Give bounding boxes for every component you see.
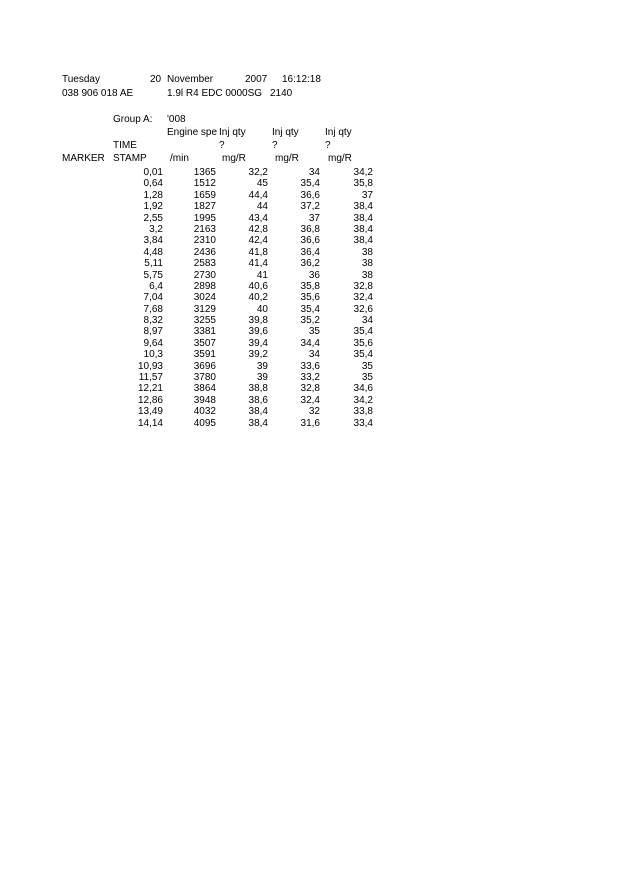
cell-engine-speed: 3864	[193, 383, 216, 395]
cell-inj-qty-2: 35,4	[300, 303, 320, 315]
table-row	[0, 292, 620, 303]
cell-engine-speed: 3780	[193, 372, 216, 384]
cell-inj-qty-3: 34	[361, 315, 373, 327]
cell-inj-qty-3: 32,8	[353, 280, 373, 292]
cell-inj-qty-1: 41,4	[248, 258, 268, 270]
cell-inj-qty-2: 34	[308, 349, 320, 361]
cell-inj-qty-3: 34,2	[353, 394, 373, 406]
cell-inj-qty-3: 33,8	[353, 406, 373, 418]
cell-engine-speed: 3507	[193, 337, 216, 349]
col-rpm-title: Engine spe	[167, 127, 218, 138]
group-value: '008	[167, 114, 186, 125]
col-q1-sub: ?	[219, 140, 225, 151]
cell-engine-speed: 3696	[193, 360, 216, 372]
cell-inj-qty-3: 35,4	[353, 326, 373, 338]
cell-inj-qty-2: 36,2	[300, 258, 320, 270]
cell-engine-speed: 4032	[193, 406, 216, 418]
table-row	[0, 178, 620, 189]
col-time-sub: STAMP	[113, 153, 147, 164]
cell-engine-speed: 2730	[193, 269, 216, 281]
cell-inj-qty-2: 36,6	[300, 189, 320, 201]
table-row	[0, 406, 620, 417]
table-row	[0, 167, 620, 178]
table-row	[0, 235, 620, 246]
cell-time-stamp: 10,93	[137, 360, 163, 372]
cell-inj-qty-1: 38,4	[248, 406, 268, 418]
cell-inj-qty-3: 32,6	[353, 303, 373, 315]
cell-inj-qty-1: 38,8	[248, 383, 268, 395]
table-row	[0, 190, 620, 201]
table-row	[0, 247, 620, 258]
cell-time-stamp: 12,21	[137, 383, 163, 395]
cell-engine-speed: 3948	[193, 394, 216, 406]
cell-engine-speed: 3381	[193, 326, 216, 338]
cell-inj-qty-1: 38,4	[248, 417, 268, 429]
col-time-title: TIME	[113, 140, 137, 151]
col-q1-unit: mg/R	[222, 153, 246, 164]
header-month: November	[167, 74, 214, 85]
cell-inj-qty-3: 35,4	[353, 349, 373, 361]
cell-inj-qty-2: 34,4	[300, 337, 320, 349]
cell-time-stamp: 12,86	[137, 394, 163, 406]
cell-inj-qty-2: 35,2	[300, 315, 320, 327]
cell-engine-speed: 1659	[193, 189, 216, 201]
col-q3-unit: mg/R	[328, 153, 352, 164]
cell-engine-speed: 2436	[193, 246, 216, 258]
cell-inj-qty-1: 39,4	[248, 337, 268, 349]
cell-inj-qty-2: 37,2	[300, 201, 320, 213]
cell-inj-qty-1: 41	[256, 269, 268, 281]
col-q3-title: Inj qty	[325, 127, 352, 138]
col-q3-sub: ?	[325, 140, 331, 151]
cell-engine-speed: 2310	[193, 235, 216, 247]
cell-engine-speed: 1995	[193, 212, 216, 224]
cell-time-stamp: 9,64	[143, 337, 163, 349]
header-day: Tuesday	[62, 74, 100, 85]
cell-inj-qty-1: 44,4	[248, 189, 268, 201]
cell-time-stamp: 8,97	[143, 326, 163, 338]
cell-inj-qty-2: 33,2	[300, 372, 320, 384]
cell-time-stamp: 5,11	[144, 258, 163, 270]
cell-engine-speed: 2898	[193, 280, 216, 292]
cell-inj-qty-2: 33,6	[300, 360, 320, 372]
cell-inj-qty-1: 39,8	[248, 315, 268, 327]
cell-time-stamp: 8,32	[143, 315, 163, 327]
cell-engine-speed: 4095	[193, 417, 216, 429]
header-time: 16:12:18	[282, 74, 321, 85]
cell-engine-speed: 3591	[193, 349, 216, 361]
col-rpm-unit: /min	[170, 153, 189, 164]
cell-inj-qty-2: 37	[308, 212, 320, 224]
cell-inj-qty-3: 34,6	[353, 383, 373, 395]
cell-inj-qty-3: 35,8	[353, 178, 373, 190]
cell-time-stamp: 14,14	[137, 417, 163, 429]
cell-time-stamp: 0,01	[143, 167, 163, 178]
cell-inj-qty-3: 38,4	[353, 223, 373, 235]
cell-time-stamp: 10,3	[143, 349, 163, 361]
cell-inj-qty-3: 38,4	[353, 235, 373, 247]
cell-inj-qty-3: 34,2	[353, 167, 373, 178]
cell-inj-qty-2: 35,8	[300, 280, 320, 292]
cell-inj-qty-2: 36,6	[300, 235, 320, 247]
cell-inj-qty-3: 37	[361, 189, 373, 201]
table-row	[0, 201, 620, 212]
header-code: 2140	[270, 88, 293, 99]
cell-inj-qty-3: 38	[361, 246, 373, 258]
cell-engine-speed: 1512	[193, 178, 216, 190]
cell-inj-qty-1: 39,6	[248, 326, 268, 338]
cell-time-stamp: 0,64	[143, 178, 163, 190]
cell-inj-qty-3: 38	[361, 269, 373, 281]
cell-engine-speed: 3129	[193, 303, 216, 315]
table-row	[0, 418, 620, 429]
table-row	[0, 395, 620, 406]
cell-inj-qty-3: 32,4	[353, 292, 373, 304]
cell-inj-qty-2: 36	[308, 269, 320, 281]
cell-inj-qty-1: 32,2	[248, 167, 268, 178]
header-year: 2007	[245, 74, 268, 85]
cell-engine-speed: 2583	[193, 258, 216, 270]
table-row	[0, 338, 620, 349]
cell-engine-speed: 1365	[193, 167, 216, 178]
cell-inj-qty-2: 32,4	[300, 394, 320, 406]
cell-inj-qty-3: 35	[361, 372, 373, 384]
cell-time-stamp: 3,84	[143, 235, 163, 247]
table-row	[0, 315, 620, 326]
cell-time-stamp: 2,55	[143, 212, 163, 224]
col-marker-title: MARKER	[62, 153, 105, 164]
cell-inj-qty-1: 43,4	[248, 212, 268, 224]
cell-inj-qty-2: 35,4	[300, 178, 320, 190]
cell-inj-qty-1: 42,4	[248, 235, 268, 247]
cell-time-stamp: 11,57	[138, 372, 163, 384]
cell-inj-qty-2: 36,8	[300, 223, 320, 235]
group-label: Group A:	[113, 114, 153, 125]
cell-inj-qty-2: 35,6	[300, 292, 320, 304]
col-q1-title: Inj qty	[219, 127, 246, 138]
data-table	[0, 167, 620, 429]
cell-inj-qty-1: 39,2	[248, 349, 268, 361]
cell-inj-qty-2: 36,4	[300, 246, 320, 258]
table-row	[0, 361, 620, 372]
cell-inj-qty-1: 41,8	[248, 246, 268, 258]
cell-inj-qty-1: 42,8	[248, 223, 268, 235]
cell-time-stamp: 13,49	[137, 406, 163, 418]
cell-inj-qty-2: 32,8	[300, 383, 320, 395]
table-row	[0, 213, 620, 224]
cell-inj-qty-3: 33,4	[353, 417, 373, 429]
cell-inj-qty-1: 40,6	[248, 280, 268, 292]
cell-time-stamp: 6,4	[149, 280, 163, 292]
cell-inj-qty-3: 38,4	[353, 212, 373, 224]
table-row	[0, 258, 620, 269]
cell-inj-qty-1: 39	[256, 372, 268, 384]
cell-time-stamp: 3,2	[149, 223, 163, 235]
cell-time-stamp: 7,68	[143, 303, 163, 315]
cell-time-stamp: 1,28	[143, 189, 163, 201]
cell-inj-qty-1: 40	[256, 303, 268, 315]
header-part-number: 038 906 018 AE	[62, 88, 134, 99]
cell-inj-qty-2: 35	[308, 326, 320, 338]
col-q2-unit: mg/R	[275, 153, 299, 164]
cell-time-stamp: 5,75	[143, 269, 163, 281]
header-date-day: 20	[150, 74, 162, 85]
cell-engine-speed: 3255	[193, 315, 216, 327]
table-row	[0, 383, 620, 394]
cell-inj-qty-3: 38,4	[353, 201, 373, 213]
cell-engine-speed: 2163	[193, 223, 216, 235]
table-row	[0, 304, 620, 315]
cell-inj-qty-1: 38,6	[248, 394, 268, 406]
table-row	[0, 349, 620, 360]
cell-inj-qty-3: 35	[361, 360, 373, 372]
cell-inj-qty-3: 38	[361, 258, 373, 270]
cell-inj-qty-1: 39	[256, 360, 268, 372]
table-row	[0, 326, 620, 337]
table-row	[0, 281, 620, 292]
cell-inj-qty-3: 35,6	[353, 337, 373, 349]
cell-inj-qty-1: 40,2	[248, 292, 268, 304]
col-q2-sub: ?	[272, 140, 278, 151]
cell-inj-qty-1: 45	[256, 178, 268, 190]
cell-engine-speed: 1827	[193, 201, 216, 213]
cell-inj-qty-2: 32	[308, 406, 320, 418]
cell-time-stamp: 7,04	[143, 292, 163, 304]
table-row	[0, 372, 620, 383]
header-engine-desc: 1.9l R4 EDC 0000SG	[167, 88, 263, 99]
cell-inj-qty-1: 44	[256, 201, 268, 213]
cell-inj-qty-2: 31,6	[300, 417, 320, 429]
table-row	[0, 224, 620, 235]
table-row	[0, 270, 620, 281]
cell-engine-speed: 3024	[193, 292, 216, 304]
cell-time-stamp: 4,48	[143, 246, 163, 258]
col-q2-title: Inj qty	[272, 127, 299, 138]
cell-time-stamp: 1,92	[143, 201, 163, 213]
cell-inj-qty-2: 34	[308, 167, 320, 178]
